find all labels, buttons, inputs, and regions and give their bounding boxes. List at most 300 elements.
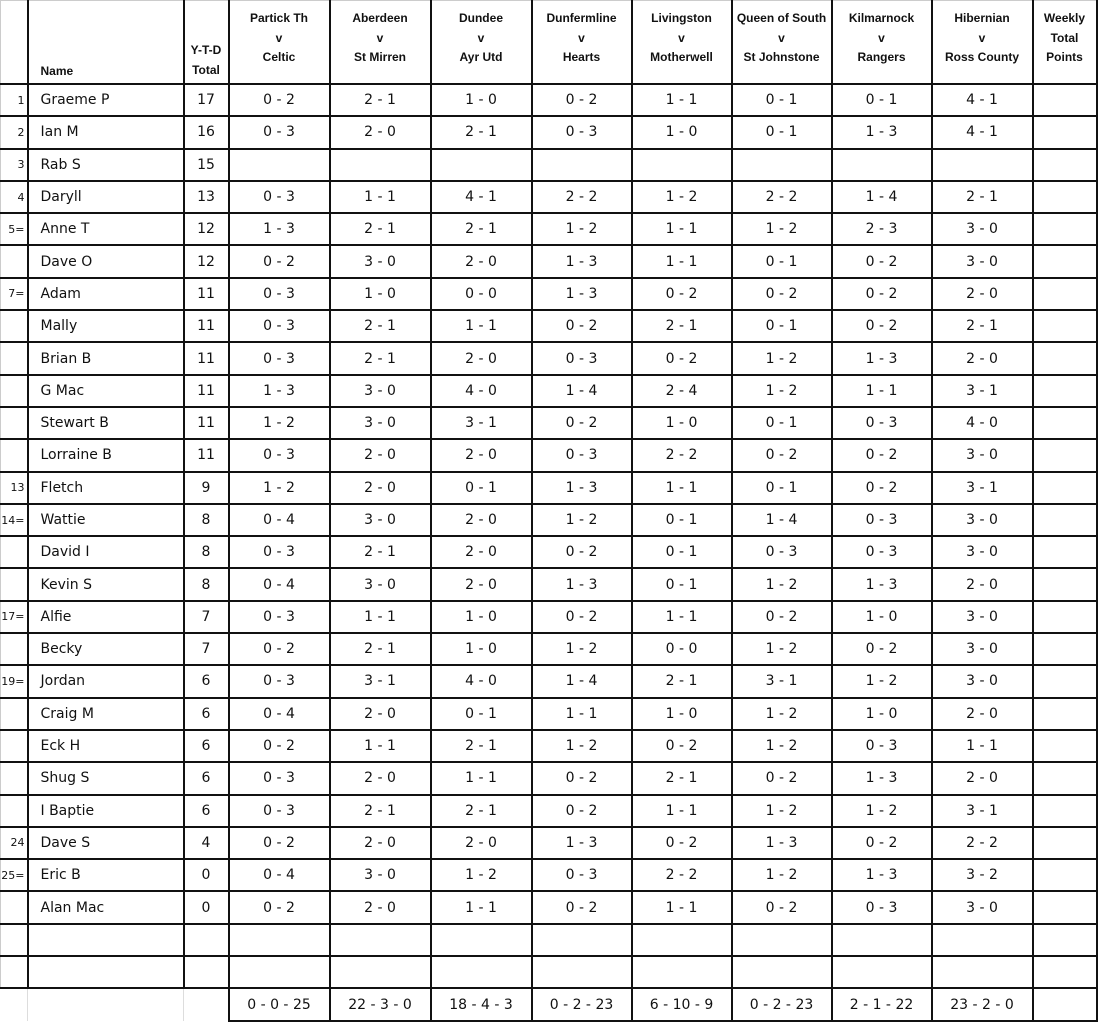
prediction-cell[interactable]: 0 - 3 [229, 601, 330, 633]
prediction-cell[interactable]: 3 - 0 [330, 245, 431, 277]
prediction-cell[interactable]: 0 - 2 [532, 601, 632, 633]
prediction-cell[interactable]: 0 - 3 [532, 116, 632, 148]
name-cell[interactable]: Rab S [28, 149, 184, 181]
ytd-total-cell[interactable]: 9 [184, 472, 229, 504]
prediction-cell[interactable]: 2 - 0 [431, 504, 532, 536]
rank-cell[interactable]: 25= [1, 859, 28, 891]
prediction-cell[interactable] [932, 149, 1033, 181]
prediction-cell[interactable]: 4 - 0 [932, 407, 1033, 439]
prediction-cell[interactable]: 2 - 1 [330, 633, 431, 665]
weekly-total-footer-cell[interactable] [1033, 988, 1097, 1021]
prediction-cell[interactable]: 3 - 0 [932, 504, 1033, 536]
prediction-cell[interactable] [832, 956, 932, 988]
weekly-points-cell[interactable] [1033, 116, 1097, 148]
prediction-cell[interactable]: 3 - 0 [330, 407, 431, 439]
result-tally-cell[interactable]: 23 - 2 - 0 [932, 988, 1033, 1021]
prediction-cell[interactable]: 2 - 1 [632, 310, 732, 342]
prediction-cell[interactable]: 2 - 1 [330, 795, 431, 827]
rank-cell[interactable]: 14= [1, 504, 28, 536]
prediction-cell[interactable]: 3 - 1 [932, 375, 1033, 407]
prediction-cell[interactable]: 2 - 0 [431, 439, 532, 471]
prediction-cell[interactable]: 3 - 0 [932, 601, 1033, 633]
prediction-cell[interactable]: 1 - 1 [330, 730, 431, 762]
prediction-cell[interactable]: 2 - 1 [932, 181, 1033, 213]
weekly-points-cell[interactable] [1033, 568, 1097, 600]
prediction-cell[interactable]: 2 - 2 [532, 181, 632, 213]
rank-cell[interactable] [1, 730, 28, 762]
result-tally-cell[interactable]: 0 - 2 - 23 [732, 988, 832, 1021]
weekly-points-cell[interactable] [1033, 698, 1097, 730]
prediction-cell[interactable] [532, 956, 632, 988]
name-cell[interactable]: Brian B [28, 342, 184, 374]
prediction-cell[interactable]: 1 - 0 [431, 84, 532, 116]
prediction-cell[interactable]: 3 - 0 [932, 439, 1033, 471]
prediction-cell[interactable]: 1 - 2 [832, 665, 932, 697]
rank-cell[interactable] [1, 795, 28, 827]
prediction-cell[interactable]: 2 - 2 [632, 439, 732, 471]
prediction-cell[interactable] [732, 956, 832, 988]
prediction-cell[interactable]: 0 - 0 [431, 278, 532, 310]
prediction-cell[interactable]: 0 - 1 [732, 472, 832, 504]
rank-cell[interactable] [1, 310, 28, 342]
prediction-cell[interactable]: 0 - 3 [229, 342, 330, 374]
prediction-cell[interactable]: 0 - 3 [832, 891, 932, 923]
rank-cell[interactable] [1, 633, 28, 665]
prediction-cell[interactable]: 1 - 2 [532, 730, 632, 762]
rank-cell[interactable]: 13 [1, 472, 28, 504]
prediction-cell[interactable]: 0 - 2 [832, 310, 932, 342]
weekly-points-cell[interactable] [1033, 956, 1097, 988]
prediction-cell[interactable]: 0 - 2 [732, 439, 832, 471]
prediction-cell[interactable]: 2 - 1 [330, 536, 431, 568]
prediction-cell[interactable]: 1 - 3 [832, 568, 932, 600]
prediction-cell[interactable]: 1 - 4 [532, 665, 632, 697]
prediction-cell[interactable]: 2 - 0 [330, 116, 431, 148]
prediction-cell[interactable]: 0 - 2 [732, 601, 832, 633]
weekly-points-cell[interactable] [1033, 891, 1097, 923]
prediction-cell[interactable]: 0 - 3 [229, 439, 330, 471]
ytd-total-cell[interactable]: 11 [184, 439, 229, 471]
prediction-cell[interactable]: 2 - 1 [431, 116, 532, 148]
prediction-cell[interactable]: 3 - 0 [330, 859, 431, 891]
prediction-cell[interactable]: 0 - 4 [229, 698, 330, 730]
weekly-points-cell[interactable] [1033, 762, 1097, 794]
weekly-points-cell[interactable] [1033, 665, 1097, 697]
prediction-cell[interactable] [832, 924, 932, 956]
result-tally-cell[interactable]: 6 - 10 - 9 [632, 988, 732, 1021]
weekly-points-cell[interactable] [1033, 84, 1097, 116]
prediction-cell[interactable]: 1 - 2 [229, 407, 330, 439]
prediction-cell[interactable]: 2 - 0 [330, 827, 431, 859]
prediction-cell[interactable]: 0 - 3 [229, 181, 330, 213]
ytd-total-cell[interactable]: 11 [184, 375, 229, 407]
prediction-cell[interactable] [330, 956, 431, 988]
weekly-points-cell[interactable] [1033, 342, 1097, 374]
prediction-cell[interactable]: 2 - 0 [932, 342, 1033, 374]
ytd-total-cell[interactable]: 8 [184, 504, 229, 536]
name-cell[interactable]: Wattie [28, 504, 184, 536]
rank-cell[interactable] [1, 536, 28, 568]
prediction-cell[interactable] [431, 924, 532, 956]
prediction-cell[interactable]: 2 - 1 [330, 213, 431, 245]
weekly-points-cell[interactable] [1033, 149, 1097, 181]
prediction-cell[interactable]: 1 - 1 [431, 310, 532, 342]
rank-cell[interactable]: 1 [1, 84, 28, 116]
prediction-cell[interactable]: 0 - 3 [229, 536, 330, 568]
prediction-cell[interactable]: 0 - 2 [229, 891, 330, 923]
prediction-cell[interactable]: 0 - 2 [532, 891, 632, 923]
prediction-cell[interactable]: 1 - 3 [832, 116, 932, 148]
name-cell[interactable] [28, 924, 184, 956]
ytd-total-cell[interactable]: 6 [184, 730, 229, 762]
result-tally-cell[interactable]: 18 - 4 - 3 [431, 988, 532, 1021]
ytd-total-cell[interactable]: 8 [184, 536, 229, 568]
prediction-cell[interactable]: 1 - 4 [532, 375, 632, 407]
prediction-cell[interactable]: 0 - 2 [632, 342, 732, 374]
prediction-cell[interactable]: 0 - 3 [832, 536, 932, 568]
prediction-cell[interactable]: 0 - 2 [732, 891, 832, 923]
prediction-cell[interactable]: 1 - 3 [832, 342, 932, 374]
prediction-cell[interactable]: 1 - 3 [532, 278, 632, 310]
ytd-total-cell[interactable]: 7 [184, 633, 229, 665]
rank-cell[interactable] [1, 245, 28, 277]
weekly-points-cell[interactable] [1033, 472, 1097, 504]
name-cell[interactable]: Ian M [28, 116, 184, 148]
prediction-cell[interactable]: 1 - 0 [632, 407, 732, 439]
prediction-cell[interactable]: 0 - 3 [229, 795, 330, 827]
prediction-cell[interactable]: 3 - 1 [732, 665, 832, 697]
weekly-points-cell[interactable] [1033, 213, 1097, 245]
prediction-cell[interactable]: 1 - 2 [532, 633, 632, 665]
rank-cell[interactable] [1, 924, 28, 956]
rank-cell[interactable]: 2 [1, 116, 28, 148]
name-cell[interactable]: Mally [28, 310, 184, 342]
prediction-cell[interactable] [632, 956, 732, 988]
weekly-points-cell[interactable] [1033, 245, 1097, 277]
prediction-cell[interactable]: 2 - 0 [330, 439, 431, 471]
name-cell[interactable]: G Mac [28, 375, 184, 407]
prediction-cell[interactable]: 2 - 0 [330, 698, 431, 730]
prediction-cell[interactable]: 3 - 0 [932, 245, 1033, 277]
prediction-cell[interactable]: 0 - 3 [229, 116, 330, 148]
name-cell[interactable]: Anne T [28, 213, 184, 245]
prediction-cell[interactable] [330, 149, 431, 181]
prediction-cell[interactable]: 1 - 3 [229, 375, 330, 407]
prediction-cell[interactable]: 2 - 1 [632, 665, 732, 697]
prediction-cell[interactable]: 4 - 0 [431, 375, 532, 407]
prediction-cell[interactable]: 1 - 3 [532, 245, 632, 277]
name-cell[interactable]: Graeme P [28, 84, 184, 116]
name-cell[interactable]: Fletch [28, 472, 184, 504]
name-cell[interactable]: Lorraine B [28, 439, 184, 471]
ytd-total-cell[interactable]: 11 [184, 407, 229, 439]
prediction-cell[interactable]: 0 - 2 [229, 730, 330, 762]
prediction-cell[interactable]: 3 - 0 [932, 213, 1033, 245]
prediction-cell[interactable]: 0 - 4 [229, 568, 330, 600]
prediction-cell[interactable]: 1 - 1 [632, 891, 732, 923]
prediction-cell[interactable]: 1 - 2 [732, 375, 832, 407]
weekly-points-cell[interactable] [1033, 278, 1097, 310]
prediction-cell[interactable]: 1 - 0 [632, 698, 732, 730]
rank-cell[interactable] [1, 698, 28, 730]
name-cell[interactable]: Dave O [28, 245, 184, 277]
prediction-cell[interactable]: 1 - 0 [632, 116, 732, 148]
prediction-cell[interactable]: 0 - 1 [832, 84, 932, 116]
prediction-cell[interactable]: 1 - 1 [632, 84, 732, 116]
prediction-cell[interactable] [229, 149, 330, 181]
prediction-cell[interactable]: 1 - 3 [832, 762, 932, 794]
prediction-cell[interactable]: 1 - 1 [330, 181, 431, 213]
prediction-cell[interactable]: 0 - 2 [229, 827, 330, 859]
rank-cell[interactable] [1, 568, 28, 600]
result-tally-cell[interactable]: 22 - 3 - 0 [330, 988, 431, 1021]
prediction-cell[interactable]: 0 - 1 [732, 245, 832, 277]
prediction-cell[interactable]: 0 - 2 [632, 278, 732, 310]
ytd-total-cell[interactable]: 8 [184, 568, 229, 600]
prediction-cell[interactable]: 2 - 1 [431, 213, 532, 245]
prediction-cell[interactable]: 1 - 2 [732, 795, 832, 827]
prediction-cell[interactable]: 1 - 2 [732, 342, 832, 374]
prediction-cell[interactable]: 2 - 0 [431, 827, 532, 859]
weekly-points-cell[interactable] [1033, 601, 1097, 633]
prediction-cell[interactable]: 1 - 1 [330, 601, 431, 633]
rank-cell[interactable]: 4 [1, 181, 28, 213]
prediction-cell[interactable]: 3 - 2 [932, 859, 1033, 891]
prediction-cell[interactable]: 0 - 3 [532, 342, 632, 374]
prediction-cell[interactable]: 3 - 0 [932, 665, 1033, 697]
prediction-cell[interactable]: 4 - 1 [932, 84, 1033, 116]
prediction-cell[interactable]: 0 - 2 [229, 245, 330, 277]
prediction-cell[interactable]: 2 - 1 [932, 310, 1033, 342]
prediction-cell[interactable] [532, 924, 632, 956]
prediction-cell[interactable]: 2 - 0 [330, 472, 431, 504]
prediction-cell[interactable]: 2 - 0 [932, 568, 1033, 600]
prediction-cell[interactable]: 4 - 0 [431, 665, 532, 697]
prediction-cell[interactable]: 0 - 4 [229, 504, 330, 536]
prediction-cell[interactable]: 1 - 3 [532, 472, 632, 504]
prediction-cell[interactable]: 1 - 2 [431, 859, 532, 891]
prediction-cell[interactable]: 0 - 2 [732, 278, 832, 310]
prediction-cell[interactable]: 1 - 2 [732, 633, 832, 665]
name-cell[interactable]: Craig M [28, 698, 184, 730]
weekly-points-cell[interactable] [1033, 375, 1097, 407]
prediction-cell[interactable]: 1 - 4 [732, 504, 832, 536]
prediction-cell[interactable]: 1 - 3 [532, 827, 632, 859]
rank-cell[interactable]: 17= [1, 601, 28, 633]
prediction-cell[interactable]: 3 - 1 [932, 472, 1033, 504]
prediction-cell[interactable]: 0 - 3 [229, 665, 330, 697]
name-cell[interactable]: Daryll [28, 181, 184, 213]
prediction-cell[interactable]: 0 - 2 [532, 536, 632, 568]
rank-cell[interactable] [1, 375, 28, 407]
prediction-cell[interactable]: 0 - 1 [732, 116, 832, 148]
prediction-cell[interactable]: 2 - 0 [932, 698, 1033, 730]
prediction-cell[interactable]: 2 - 0 [330, 762, 431, 794]
weekly-points-cell[interactable] [1033, 504, 1097, 536]
prediction-cell[interactable]: 2 - 1 [431, 795, 532, 827]
empty-cell[interactable] [1, 988, 28, 1021]
ytd-total-cell[interactable]: 12 [184, 245, 229, 277]
prediction-cell[interactable]: 1 - 2 [532, 504, 632, 536]
prediction-cell[interactable]: 4 - 1 [431, 181, 532, 213]
name-cell[interactable]: Dave S [28, 827, 184, 859]
prediction-cell[interactable]: 0 - 2 [532, 84, 632, 116]
prediction-cell[interactable]: 0 - 3 [832, 730, 932, 762]
prediction-cell[interactable]: 2 - 0 [431, 342, 532, 374]
rank-cell[interactable]: 3 [1, 149, 28, 181]
prediction-cell[interactable] [932, 956, 1033, 988]
prediction-cell[interactable] [932, 924, 1033, 956]
prediction-cell[interactable]: 2 - 0 [431, 568, 532, 600]
ytd-total-cell[interactable]: 6 [184, 665, 229, 697]
ytd-total-cell[interactable]: 11 [184, 278, 229, 310]
name-cell[interactable]: Kevin S [28, 568, 184, 600]
name-cell[interactable]: Jordan [28, 665, 184, 697]
prediction-cell[interactable]: 2 - 0 [330, 891, 431, 923]
prediction-cell[interactable]: 3 - 1 [932, 795, 1033, 827]
rank-cell[interactable]: 19= [1, 665, 28, 697]
name-cell[interactable]: Shug S [28, 762, 184, 794]
prediction-cell[interactable]: 2 - 3 [832, 213, 932, 245]
rank-cell[interactable]: 24 [1, 827, 28, 859]
prediction-cell[interactable]: 3 - 0 [330, 568, 431, 600]
prediction-cell[interactable]: 2 - 2 [932, 827, 1033, 859]
prediction-cell[interactable]: 0 - 2 [832, 278, 932, 310]
ytd-total-cell[interactable]: 15 [184, 149, 229, 181]
prediction-cell[interactable] [732, 924, 832, 956]
name-cell[interactable]: Adam [28, 278, 184, 310]
prediction-cell[interactable]: 1 - 1 [632, 601, 732, 633]
prediction-cell[interactable]: 1 - 2 [732, 730, 832, 762]
rank-cell[interactable]: 5= [1, 213, 28, 245]
prediction-cell[interactable] [632, 149, 732, 181]
name-cell[interactable] [28, 956, 184, 988]
prediction-cell[interactable]: 1 - 2 [532, 213, 632, 245]
prediction-cell[interactable] [229, 924, 330, 956]
prediction-cell[interactable]: 0 - 3 [832, 407, 932, 439]
weekly-points-cell[interactable] [1033, 859, 1097, 891]
prediction-cell[interactable]: 1 - 3 [532, 568, 632, 600]
prediction-cell[interactable]: 1 - 1 [431, 762, 532, 794]
prediction-cell[interactable]: 0 - 2 [832, 245, 932, 277]
prediction-cell[interactable]: 0 - 2 [532, 407, 632, 439]
ytd-total-cell[interactable] [184, 924, 229, 956]
name-cell[interactable]: I Baptie [28, 795, 184, 827]
ytd-total-cell[interactable]: 4 [184, 827, 229, 859]
rank-cell[interactable] [1, 407, 28, 439]
result-tally-cell[interactable]: 2 - 1 - 22 [832, 988, 932, 1021]
prediction-cell[interactable]: 1 - 3 [732, 827, 832, 859]
prediction-cell[interactable]: 2 - 4 [632, 375, 732, 407]
empty-cell[interactable] [28, 988, 184, 1021]
prediction-cell[interactable]: 0 - 3 [732, 536, 832, 568]
prediction-cell[interactable]: 0 - 0 [632, 633, 732, 665]
prediction-cell[interactable]: 1 - 2 [632, 181, 732, 213]
prediction-cell[interactable]: 1 - 0 [431, 601, 532, 633]
prediction-cell[interactable] [431, 149, 532, 181]
prediction-cell[interactable]: 1 - 1 [632, 245, 732, 277]
prediction-cell[interactable]: 0 - 2 [832, 827, 932, 859]
result-tally-cell[interactable]: 0 - 2 - 23 [532, 988, 632, 1021]
prediction-cell[interactable]: 0 - 1 [632, 568, 732, 600]
prediction-cell[interactable]: 2 - 1 [330, 310, 431, 342]
prediction-cell[interactable]: 1 - 2 [229, 472, 330, 504]
prediction-cell[interactable]: 1 - 2 [832, 795, 932, 827]
name-cell[interactable]: Becky [28, 633, 184, 665]
name-cell[interactable]: Stewart B [28, 407, 184, 439]
prediction-cell[interactable]: 1 - 0 [832, 601, 932, 633]
prediction-cell[interactable] [532, 149, 632, 181]
prediction-cell[interactable]: 1 - 1 [932, 730, 1033, 762]
prediction-cell[interactable]: 3 - 0 [932, 633, 1033, 665]
weekly-points-cell[interactable] [1033, 795, 1097, 827]
prediction-cell[interactable]: 1 - 0 [330, 278, 431, 310]
prediction-cell[interactable]: 3 - 0 [932, 891, 1033, 923]
prediction-cell[interactable]: 3 - 1 [330, 665, 431, 697]
weekly-points-cell[interactable] [1033, 310, 1097, 342]
prediction-cell[interactable]: 1 - 3 [229, 213, 330, 245]
prediction-cell[interactable]: 0 - 2 [832, 472, 932, 504]
rank-cell[interactable] [1, 891, 28, 923]
rank-cell[interactable] [1, 762, 28, 794]
prediction-cell[interactable]: 1 - 2 [732, 859, 832, 891]
prediction-cell[interactable]: 0 - 1 [732, 84, 832, 116]
result-tally-cell[interactable]: 0 - 0 - 25 [229, 988, 330, 1021]
prediction-cell[interactable]: 2 - 1 [632, 762, 732, 794]
ytd-total-cell[interactable]: 6 [184, 762, 229, 794]
prediction-cell[interactable]: 3 - 1 [431, 407, 532, 439]
prediction-cell[interactable]: 0 - 2 [532, 310, 632, 342]
prediction-cell[interactable]: 4 - 1 [932, 116, 1033, 148]
prediction-cell[interactable]: 1 - 3 [832, 859, 932, 891]
prediction-cell[interactable]: 0 - 2 [632, 730, 732, 762]
prediction-cell[interactable]: 0 - 3 [532, 439, 632, 471]
prediction-cell[interactable]: 0 - 2 [229, 84, 330, 116]
prediction-cell[interactable]: 2 - 2 [632, 859, 732, 891]
prediction-cell[interactable]: 2 - 0 [431, 536, 532, 568]
prediction-cell[interactable]: 3 - 0 [330, 375, 431, 407]
prediction-cell[interactable]: 1 - 1 [532, 698, 632, 730]
prediction-cell[interactable]: 1 - 2 [732, 568, 832, 600]
ytd-total-cell[interactable]: 16 [184, 116, 229, 148]
empty-cell[interactable] [184, 988, 229, 1021]
weekly-points-cell[interactable] [1033, 924, 1097, 956]
name-cell[interactable]: Eric B [28, 859, 184, 891]
prediction-cell[interactable]: 2 - 0 [932, 762, 1033, 794]
prediction-cell[interactable]: 1 - 1 [632, 213, 732, 245]
prediction-cell[interactable] [732, 149, 832, 181]
prediction-cell[interactable]: 1 - 1 [431, 891, 532, 923]
prediction-cell[interactable] [431, 956, 532, 988]
prediction-cell[interactable]: 1 - 0 [431, 633, 532, 665]
prediction-cell[interactable]: 0 - 3 [832, 504, 932, 536]
name-cell[interactable]: Alan Mac [28, 891, 184, 923]
ytd-total-cell[interactable]: 17 [184, 84, 229, 116]
prediction-cell[interactable]: 0 - 3 [229, 310, 330, 342]
prediction-cell[interactable] [330, 924, 431, 956]
prediction-cell[interactable]: 3 - 0 [330, 504, 431, 536]
prediction-cell[interactable]: 0 - 2 [732, 762, 832, 794]
prediction-cell[interactable]: 0 - 1 [632, 536, 732, 568]
prediction-cell[interactable]: 1 - 1 [832, 375, 932, 407]
ytd-total-cell[interactable]: 0 [184, 859, 229, 891]
prediction-cell[interactable]: 1 - 2 [732, 213, 832, 245]
ytd-total-cell[interactable]: 6 [184, 698, 229, 730]
prediction-cell[interactable]: 0 - 4 [229, 859, 330, 891]
prediction-cell[interactable]: 0 - 3 [532, 859, 632, 891]
prediction-cell[interactable]: 1 - 1 [632, 472, 732, 504]
ytd-total-cell[interactable]: 11 [184, 310, 229, 342]
